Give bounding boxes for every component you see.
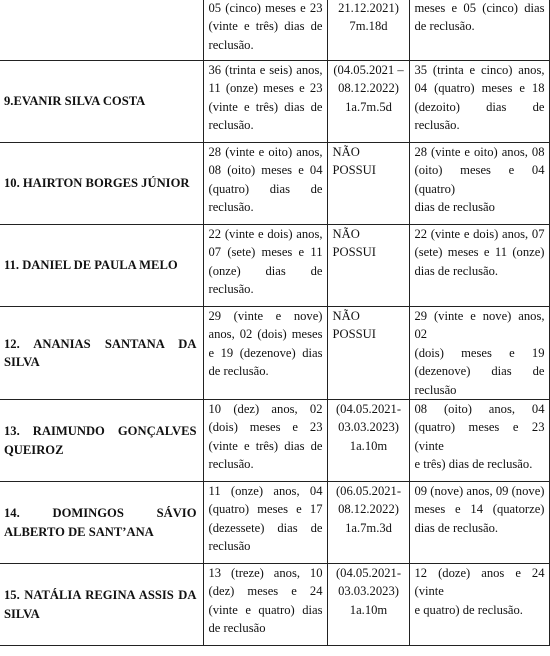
sentence-cell-line: (vinte e três) dias de: [208, 438, 323, 453]
result-cell-line: 22 (vinte e dois) anos, 07: [414, 227, 545, 241]
sentence-cell: [203, 307, 327, 400]
sentence-cell-line: de reclusão.: [208, 364, 269, 379]
sentence-cell: [203, 564, 327, 646]
detraction-cell: [327, 400, 409, 482]
sentence-cell-line: 28 (vinte e oito) anos,: [208, 145, 323, 159]
result-cell-line: dias de reclusão.: [414, 520, 499, 535]
defendant-name: 15. NATÁLIA REGINA ASSIS DA SILVA: [0, 564, 203, 646]
table-row: [0, 564, 549, 646]
sentence-cell-line: (onze) dias de: [208, 263, 323, 278]
result-cell-line: meses e 05 (cinco) dias: [414, 1, 545, 15]
result-cell-line: 29 (vinte e nove) anos, 02: [414, 309, 545, 342]
detraction-cell: [327, 307, 409, 400]
sentence-cell-line: reclusão: [208, 539, 251, 554]
detraction-cell-line: (04.05.2021-: [335, 566, 402, 581]
detraction-cell-line: 1a.10m: [349, 438, 388, 453]
table-row: [0, 0, 549, 61]
sentence-cell-line: (vinte e quatro) dias: [208, 602, 323, 617]
sentence-cell-line: 11 (onze) anos, 04: [208, 484, 323, 499]
result-cell: [409, 307, 549, 400]
sentence-cell-line: reclusão.: [208, 200, 254, 215]
sentence-cell-line: 08 (oito) meses e 04: [208, 163, 323, 178]
defendant-name: 14. DOMINGOS SÁVIO ALBERTO DE SANT’ANA: [0, 482, 203, 564]
table-row: [0, 307, 549, 400]
sentence-cell-line: 10 (dez) anos, 02: [208, 402, 323, 417]
sentence-cell-line: reclusão.: [208, 118, 254, 133]
sentence-cell: [203, 225, 327, 307]
table-row: [0, 61, 549, 143]
result-cell: [409, 143, 549, 225]
table-row: [0, 400, 549, 482]
defendant-name: 13. RAIMUNDO GONÇALVES QUEIROZ: [0, 400, 203, 482]
sentence-cell-line: (quatro) dias de: [208, 181, 323, 196]
defendant-name: [0, 0, 203, 61]
sentence-cell: [203, 400, 327, 482]
sentence-cell-line: de reclusão: [208, 621, 266, 636]
detraction-cell-line: 03.03.2023): [338, 420, 399, 435]
result-cell: [409, 400, 549, 482]
detraction-cell: [327, 225, 409, 307]
result-cell-line: de reclusão.: [414, 19, 475, 34]
result-cell-line: meses e 14 (quatorze): [414, 502, 545, 517]
detraction-cell-line: 1a.7m.3d: [345, 520, 392, 535]
result-cell-line: e quatro) de reclusão.: [414, 602, 523, 617]
result-cell-line: 28 (vinte e oito) anos, 08: [414, 145, 545, 159]
sentence-cell-line: 22 (vinte e dois) anos,: [208, 227, 323, 241]
sentence-cell-line: 07 (sete) meses e 11: [208, 245, 323, 260]
sentence-cell-line: 05 (cinco) meses e 23: [208, 1, 323, 15]
detraction-cell: [327, 482, 409, 564]
detraction-cell-line: 7m.18d: [349, 19, 388, 34]
detraction-cell: [327, 61, 409, 143]
sentence-cell-line: (dois) meses e 23: [208, 420, 323, 435]
sentence-cell-line: (dez) meses e 24: [208, 584, 323, 599]
result-cell-line: 09 (nove) anos, 09 (nove): [414, 484, 545, 499]
detraction-cell-line: 1a.7m.5d: [345, 99, 392, 114]
sentence-cell-line: 13 (treze) anos, 10: [208, 566, 323, 581]
result-cell: [409, 564, 549, 646]
result-cell-line: (dezenove) dias de: [414, 364, 545, 379]
table-row: [0, 225, 549, 307]
detraction-cell-line: NÃO: [332, 145, 360, 159]
result-cell-line: (dezoito) dias de: [414, 99, 545, 114]
sentence-cell-line: (quatro) meses e 17: [208, 502, 323, 517]
detraction-cell-line: POSSUI: [332, 163, 376, 178]
sentence-cell-line: reclusão.: [208, 282, 254, 297]
sentence-cell-line: 11 (onze) meses e 23: [208, 81, 323, 96]
result-cell: [409, 61, 549, 143]
result-cell-line: dias de reclusão: [414, 200, 495, 215]
detraction-cell-line: 21.12.2021): [338, 1, 399, 15]
table-row: [0, 143, 549, 225]
detraction-cell-line: NÃO: [332, 227, 360, 241]
result-cell-line: 04 (quatro) meses e 18: [414, 81, 545, 96]
sentence-cell-line: 36 (trinta e seis) anos,: [208, 63, 323, 77]
result-cell-line: reclusão: [414, 382, 457, 397]
result-cell-line: (quatro) meses e 23 (vinte: [414, 420, 545, 453]
defendant-name: 10. HAIRTON BORGES JÚNIOR: [0, 143, 203, 225]
sentence-cell-line: reclusão.: [208, 457, 254, 472]
result-cell-line: (oito) meses e 04 (quatro): [414, 163, 545, 196]
sentence-cell: [203, 61, 327, 143]
detraction-cell-line: (04.05.2021-: [335, 402, 402, 417]
result-cell: [409, 0, 549, 61]
result-cell-line: 08 (oito) anos, 04: [414, 402, 545, 417]
sentence-cell: [203, 143, 327, 225]
detraction-cell-line: 08.12.2022): [338, 502, 399, 517]
detraction-cell-line: POSSUI: [332, 327, 376, 342]
detraction-cell: [327, 0, 409, 61]
detraction-cell-line: (06.05.2021-: [335, 484, 402, 499]
defendant-name: 11. DANIEL DE PAULA MELO: [0, 225, 203, 307]
sentence-cell-line: 29 (vinte e nove): [208, 309, 323, 323]
result-cell-line: reclusão.: [414, 118, 460, 133]
detraction-cell: [327, 143, 409, 225]
sentence-cell-line: (dezessete) dias de: [208, 520, 323, 535]
detraction-cell-line: 1a.10m: [349, 602, 388, 617]
result-cell: [409, 225, 549, 307]
result-cell-line: dias de reclusão.: [414, 263, 499, 278]
detraction-cell: [327, 564, 409, 646]
detraction-cell-line: 03.03.2023): [338, 584, 399, 599]
sentence-cell-line: anos, 02 (dois) meses: [208, 327, 323, 342]
sentence-cell-line: e 19 (dezenove) dias: [208, 345, 323, 360]
result-cell-line: 12 (doze) anos e 24 (vinte: [414, 566, 545, 599]
table-row: [0, 482, 549, 564]
detraction-cell-line: 08.12.2022): [338, 81, 399, 96]
sentence-cell-line: reclusão.: [208, 37, 254, 52]
detraction-cell-line: (04.05.2021 –: [333, 63, 404, 77]
defendant-name: 12. ANANIAS SANTANA DA SILVA: [0, 307, 203, 400]
defendant-name: 9.EVANIR SILVA COSTA: [0, 61, 203, 143]
result-cell: [409, 482, 549, 564]
detraction-cell-line: POSSUI: [332, 245, 376, 260]
sentence-cell-line: (vinte e três) dias de: [208, 19, 323, 34]
sentence-cell-line: (vinte e três) dias de: [208, 99, 323, 114]
sentence-cell: [203, 0, 327, 61]
result-cell-line: e três) dias de reclusão.: [414, 457, 533, 472]
detraction-cell-line: NÃO: [332, 309, 360, 323]
sentence-cell: [203, 482, 327, 564]
result-cell-line: (dois) meses e 19: [414, 345, 545, 360]
result-cell-line: 35 (trinta e cinco) anos,: [414, 63, 545, 77]
result-cell-line: (sete) meses e 11 (onze): [414, 245, 545, 260]
